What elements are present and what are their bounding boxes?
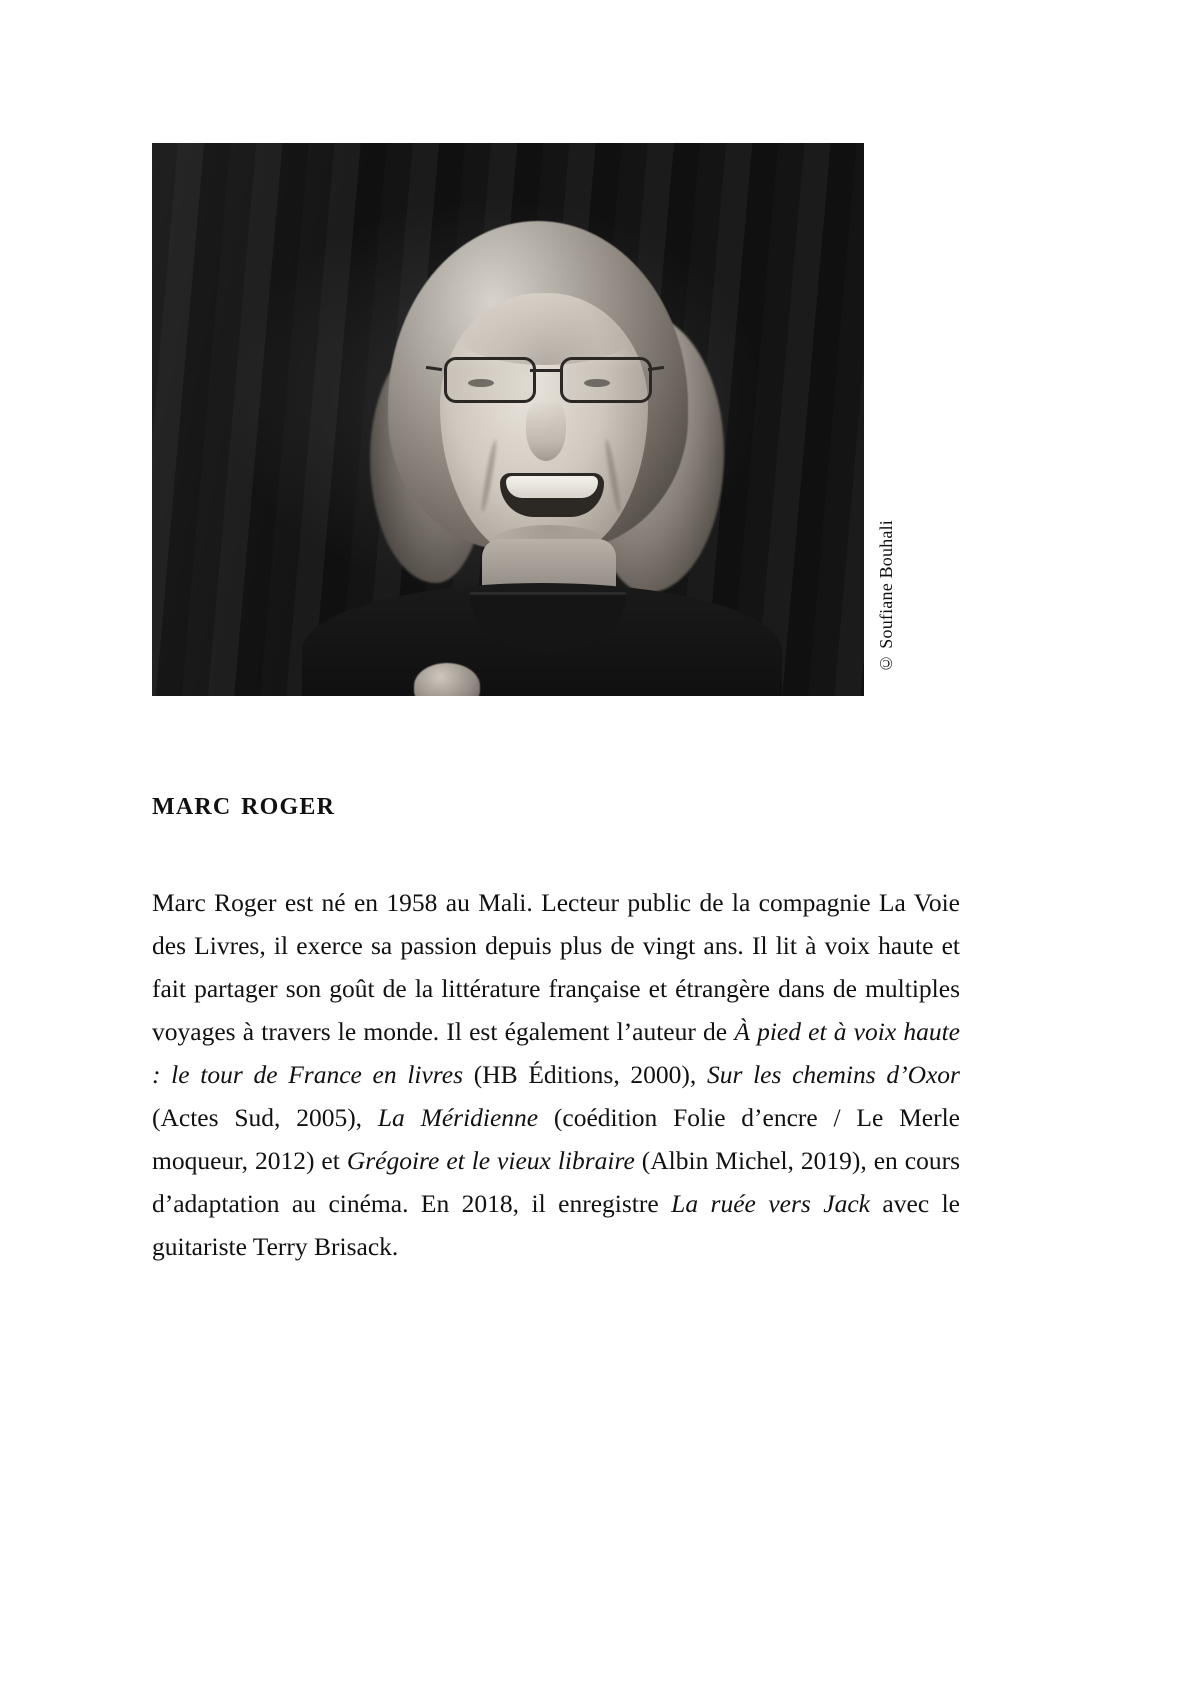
eyeglasses: [438, 355, 654, 401]
book-title-a-pied-et-a-voix-haute: À pied et à voix haute : le tour de France en livres: [152, 1016, 960, 1089]
book-title-sur-les-chemins-d-oxor: Sur les chemins d’Oxor: [706, 1059, 960, 1089]
author-biography: [152, 881, 960, 1268]
left-lens: [444, 357, 536, 403]
right-lens: [560, 357, 652, 403]
nose-shape: [526, 399, 566, 461]
smiling-mouth: [500, 473, 604, 517]
bio-text-part-6: avec le guitariste Terry Brisack.: [152, 1188, 960, 1261]
author-photo-block: [152, 143, 864, 696]
book-title-la-meridienne: La Méridienne: [377, 1102, 539, 1132]
bio-text-part-5: (Albin Michel, 2019), en cours d’adaptation au cinéma. En 2018, il enregistre: [152, 1145, 960, 1218]
album-title-la-ruee-vers-jack: La ruée vers Jack: [671, 1188, 870, 1218]
book-title-gregoire-et-le-vieux-libraire: Grégoire et le vieux libraire: [346, 1145, 635, 1175]
bio-text-part-3: (Actes Sud, 2005),: [152, 1102, 378, 1132]
photo-credit: © Soufiane Bouhali: [876, 520, 896, 674]
teeth: [506, 476, 598, 498]
page-title: marc roger: [152, 784, 336, 822]
author-portrait-image: [152, 143, 864, 696]
bio-text-part-2: (HB Éditions, 2000),: [463, 1059, 707, 1089]
glasses-bridge: [530, 369, 560, 372]
bio-text-part-1: Marc Roger est né en 1958 au Mali. Lecteur public de la compagnie La Voie des Livres, il exerce sa passion depuis plus de vingt ans. Il lit à voix haute et fait partager son goût de la littérature française et étrangère dans de multiples voyages à travers le monde. Il est également l’auteur de: [152, 887, 960, 1046]
bio-text-part-4: (coédition Folie d’encre / Le Merle moqueur, 2012) et: [152, 1102, 960, 1175]
